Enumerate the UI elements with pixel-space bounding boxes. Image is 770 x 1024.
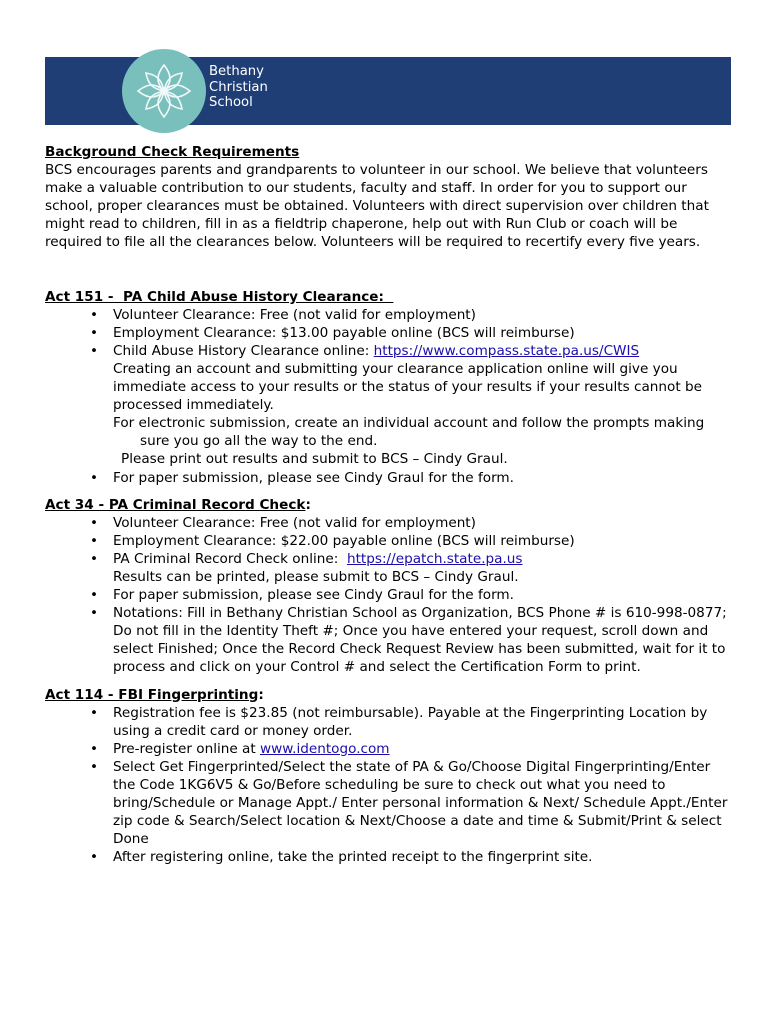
document-body — [45, 143, 735, 866]
list-item: • For paper submission, please see Cindy Graul for the form. — [113, 586, 735, 604]
identogo-link[interactable]: www.identogo.com — [260, 740, 390, 757]
school-name-line1: Bethany — [209, 64, 264, 79]
list-item: • Notations: Fill in Bethany Christian School as Organization, BCS Phone # is 610-998-0877; Do not fill in the Identity Theft #; Once you have entered your request, scroll down and select Finished; Once the Record Check Request Review has been submitted, wait for it to process and click on your Control # and select the Certification Form to print. — [113, 604, 735, 676]
list-item: • Pre-register online at www.identogo.com — [113, 740, 735, 758]
compass-link[interactable]: https://www.compass.state.pa.us/CWIS — [373, 342, 640, 359]
list-item: • Child Abuse History Clearance online: https://www.compass.state.pa.us/CWIS Creating an account and submitting your clearance application online will give you immediate access to your results or the status of your results if your results cannot be processed immediately. For electronic submission, create an individual account and follow the prompts making sure you go all the way to the end. Please print out results and submit to BCS – Cindy Graul. — [113, 342, 735, 469]
act34-heading: Act 34 - PA Criminal Record Check: — [45, 496, 311, 513]
school-logo — [122, 49, 206, 133]
school-name — [209, 64, 268, 111]
list-item: • Employment Clearance: $22.00 payable online (BCS will reimburse) — [113, 532, 735, 550]
act114-list — [45, 704, 735, 867]
act151-list — [45, 306, 735, 487]
school-name-line3: School — [209, 95, 253, 110]
school-name-line2: Christian — [209, 79, 268, 95]
epatch-link[interactable]: https://epatch.state.pa.us — [346, 550, 523, 567]
list-item: • Registration fee is $23.85 (not reimbursable). Payable at the Fingerprinting Location by using a credit card or money order. — [113, 704, 735, 740]
list-item: • Employment Clearance: $13.00 payable online (BCS will reimburse) — [113, 324, 735, 342]
intro-heading: Background Check Requirements — [45, 144, 300, 160]
intro-paragraph: BCS encourages parents and grandparents to volunteer in our school. We believe that volunteers make a valuable contribution to our students, faculty and staff. In order for you to support our school, proper clearances must be obtained. Volunteers with direct supervision over children that might read to children, fill in as a fieldtrip chaperone, help out with Run Club or coach will be required to file all the clearances below. Volunteers will be required to recertify every five years. — [45, 162, 709, 251]
list-item: • Volunteer Clearance: Free (not valid for employment) — [113, 514, 735, 532]
act34-list — [45, 514, 735, 677]
act151-heading: Act 151 - PA Child Abuse History Clearance: — [45, 288, 394, 305]
header-banner — [45, 57, 731, 125]
list-item: • After registering online, take the printed receipt to the fingerprint site. — [113, 848, 735, 866]
list-item: • PA Criminal Record Check online: https://epatch.state.pa.us Results can be printed, please submit to BCS – Cindy Graul. — [113, 550, 735, 586]
act114-heading: Act 114 - FBI Fingerprinting: — [45, 686, 264, 703]
flower-emblem-icon — [122, 49, 206, 133]
list-item: • For paper submission, please see Cindy Graul for the form. — [113, 469, 735, 487]
list-item: • Volunteer Clearance: Free (not valid for employment) — [113, 306, 735, 324]
list-item: • Select Get Fingerprinted/Select the state of PA & Go/Choose Digital Fingerprinting/Enter the Code 1KG6V5 & Go/Before scheduling be sure to check out what you need to bring/Schedule or Manage Appt./ Enter personal information & Next/ Schedule Appt./Enter zip code & Search/Select location & Next/Choose a date and time & Submit/Print & select Done — [113, 758, 735, 848]
